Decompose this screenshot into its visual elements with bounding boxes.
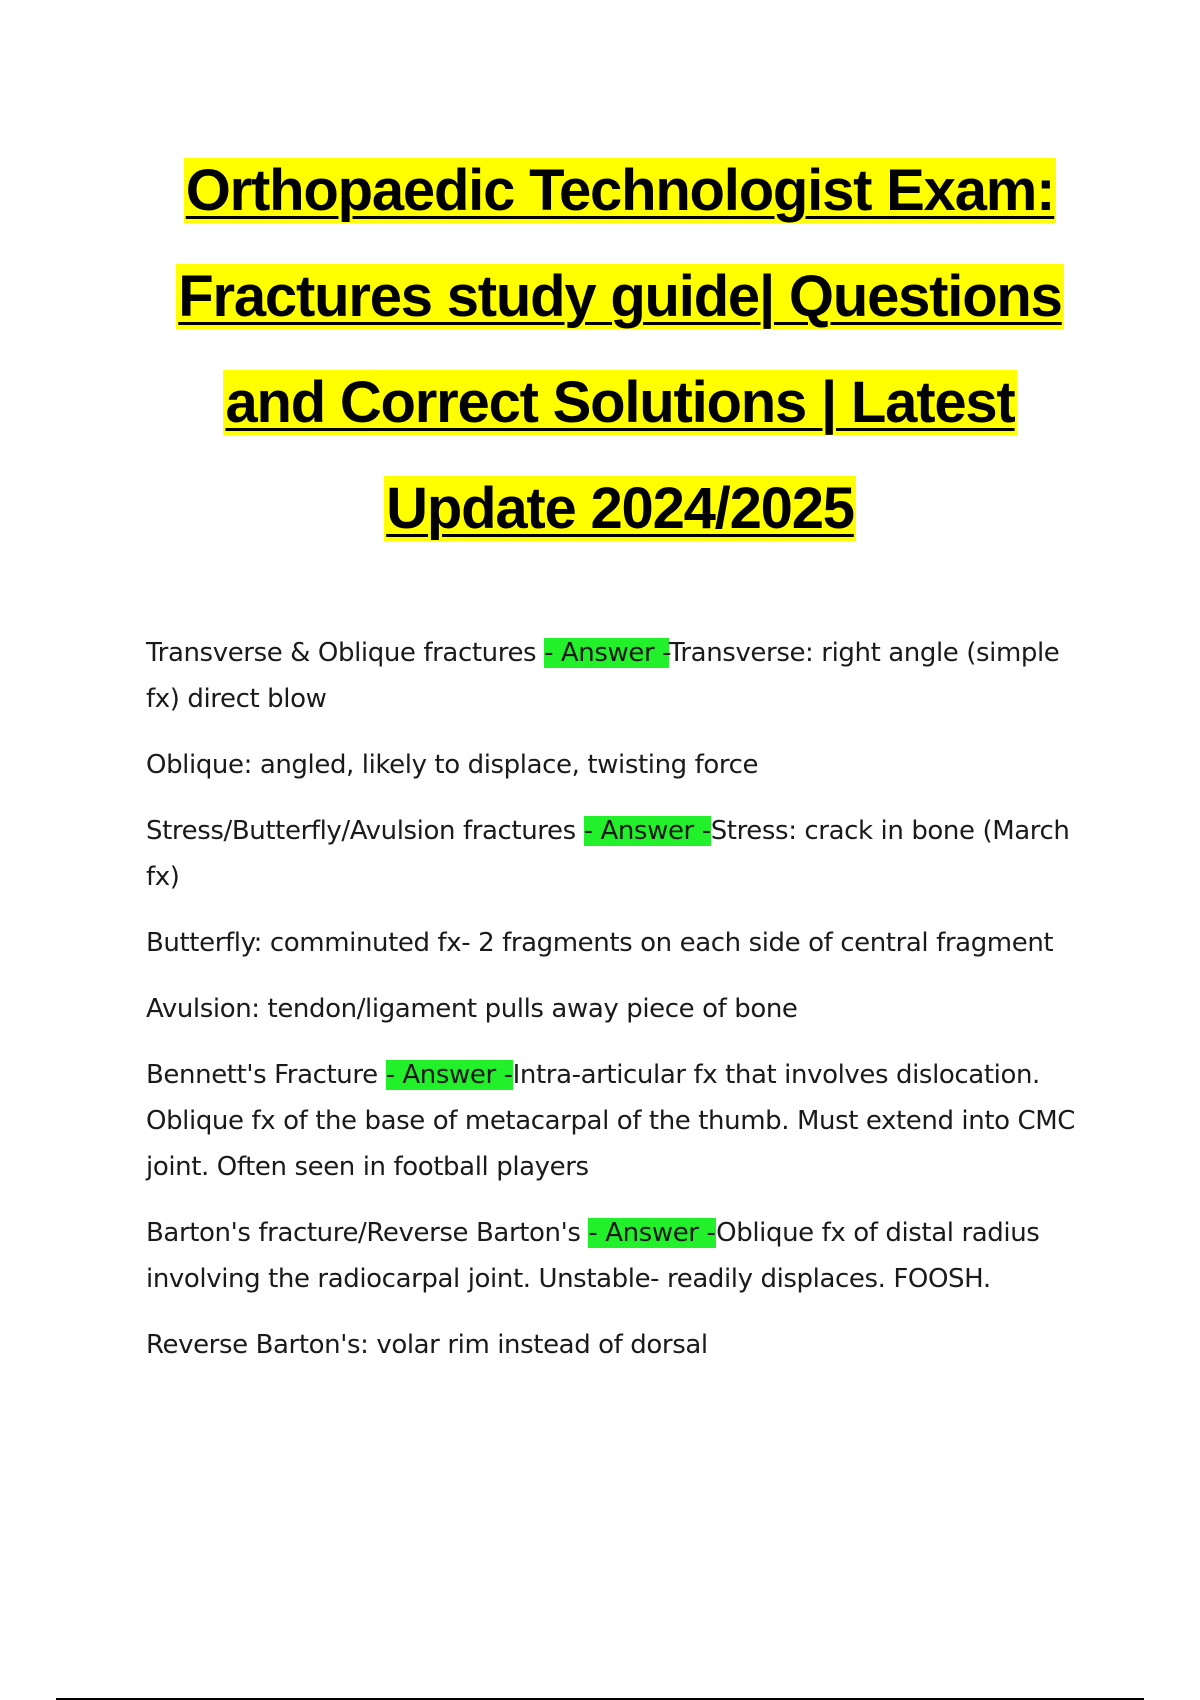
title-line [80, 138, 1160, 244]
title-line [80, 244, 1160, 350]
title-line-text: Fractures study guide| Questions [178, 264, 1062, 329]
continuation-paragraph: Oblique: angled, likely to displace, twisting force [146, 750, 759, 780]
title-line-text: and Correct Solutions | Latest [225, 370, 1015, 435]
question-text: Bennett's Fracture [146, 1060, 386, 1090]
answer-text: Intra-articular fx that involves dislocation. Oblique fx of the base of metacarpal of the thumb. Must extend into CMC joint. Often seen in football players [146, 1060, 1076, 1182]
question-text: Transverse & Oblique fractures [146, 638, 545, 668]
answer-text: Oblique fx of distal radius involving the radiocarpal joint. Unstable- readily displaces. FOOSH. [146, 1218, 1040, 1294]
title-line [80, 350, 1160, 456]
document-title [80, 138, 1160, 562]
title-line-text: Update 2024/2025 [386, 476, 854, 541]
question-text: Barton's fracture/Reverse Barton's [146, 1218, 589, 1248]
answer-tag: - Answer - [544, 638, 669, 668]
qa-entry [146, 808, 1096, 900]
qa-entry [146, 1052, 1096, 1190]
title-line [80, 456, 1160, 562]
answer-text: Stress: crack in bone (March fx) [146, 816, 1070, 892]
answer-tag: - Answer - [588, 1218, 717, 1248]
answer-tag: - Answer - [583, 816, 711, 846]
continuation-paragraph: Reverse Barton's: volar rim instead of dorsal [146, 1330, 708, 1360]
qa-entry [146, 1210, 1096, 1302]
question-text: Stress/Butterfly/Avulsion fractures [146, 816, 584, 846]
continuation-paragraph: Butterfly: comminuted fx- 2 fragments on each side of central fragment [146, 928, 1054, 958]
qa-entry [146, 630, 1096, 722]
answer-text: Transverse: right angle (simple fx) direct blow [146, 638, 1060, 714]
study-guide-content [146, 630, 1096, 1388]
continuation-paragraph: Avulsion: tendon/ligament pulls away piece of bone [146, 994, 798, 1024]
answer-tag: - Answer - [385, 1060, 513, 1090]
title-line-text: Orthopaedic Technologist Exam: [185, 158, 1055, 223]
